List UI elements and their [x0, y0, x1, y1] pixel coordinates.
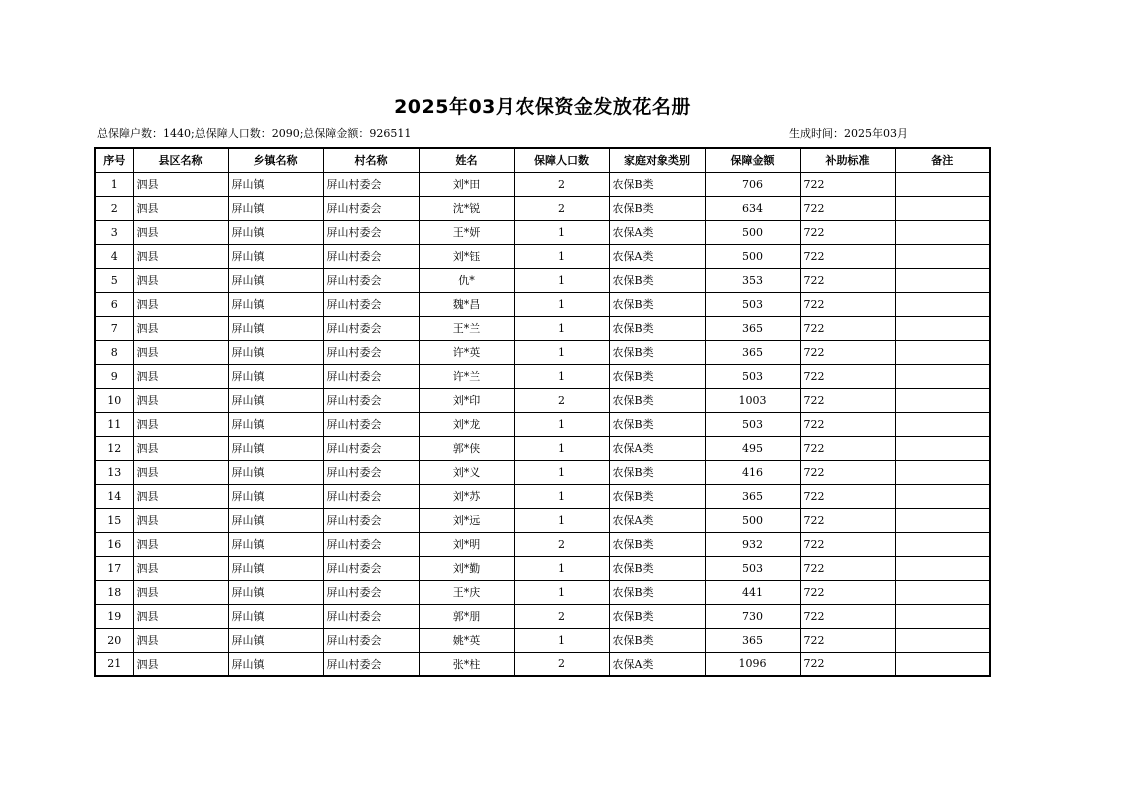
cell-remarks [895, 436, 990, 460]
cell-village: 屏山村委会 [323, 460, 419, 484]
cell-town: 屏山镇 [228, 340, 323, 364]
table-row [95, 316, 990, 340]
cell-population: 1 [514, 244, 609, 268]
table-body [95, 172, 990, 676]
cell-population: 1 [514, 412, 609, 436]
cell-standard: 722 [800, 484, 895, 508]
cell-village: 屏山村委会 [323, 508, 419, 532]
cell-amount: 503 [705, 292, 800, 316]
header-cell-index: 序号 [95, 148, 133, 172]
cell-town: 屏山镇 [228, 172, 323, 196]
cell-remarks [895, 196, 990, 220]
cell-standard: 722 [800, 364, 895, 388]
cell-village: 屏山村委会 [323, 580, 419, 604]
table-row [95, 484, 990, 508]
cell-county: 泗县 [133, 316, 228, 340]
cell-town: 屏山镇 [228, 292, 323, 316]
cell-town: 屏山镇 [228, 556, 323, 580]
cell-index: 2 [95, 196, 133, 220]
cell-county: 泗县 [133, 172, 228, 196]
cell-county: 泗县 [133, 532, 228, 556]
cell-category: 农保B类 [609, 556, 705, 580]
table-row [95, 364, 990, 388]
cell-remarks [895, 316, 990, 340]
cell-name: 姚*英 [419, 628, 514, 652]
cell-category: 农保B类 [609, 388, 705, 412]
cell-standard: 722 [800, 412, 895, 436]
cell-county: 泗县 [133, 484, 228, 508]
header-cell-county: 县区名称 [133, 148, 228, 172]
cell-village: 屏山村委会 [323, 340, 419, 364]
cell-population: 1 [514, 364, 609, 388]
cell-county: 泗县 [133, 604, 228, 628]
cell-population: 2 [514, 532, 609, 556]
cell-index: 13 [95, 460, 133, 484]
cell-village: 屏山村委会 [323, 652, 419, 676]
cell-village: 屏山村委会 [323, 484, 419, 508]
table-row [95, 508, 990, 532]
cell-town: 屏山镇 [228, 604, 323, 628]
cell-index: 11 [95, 412, 133, 436]
cell-county: 泗县 [133, 628, 228, 652]
cell-category: 农保B类 [609, 532, 705, 556]
cell-village: 屏山村委会 [323, 436, 419, 460]
cell-category: 农保B类 [609, 628, 705, 652]
header-cell-standard: 补助标准 [800, 148, 895, 172]
cell-index: 17 [95, 556, 133, 580]
cell-amount: 365 [705, 340, 800, 364]
cell-population: 2 [514, 388, 609, 412]
cell-amount: 932 [705, 532, 800, 556]
cell-name: 刘*印 [419, 388, 514, 412]
cell-remarks [895, 268, 990, 292]
cell-town: 屏山镇 [228, 460, 323, 484]
cell-amount: 503 [705, 364, 800, 388]
cell-name: 刘*义 [419, 460, 514, 484]
cell-population: 2 [514, 652, 609, 676]
cell-village: 屏山村委会 [323, 244, 419, 268]
cell-remarks [895, 484, 990, 508]
cell-remarks [895, 292, 990, 316]
cell-standard: 722 [800, 604, 895, 628]
cell-index: 7 [95, 316, 133, 340]
cell-town: 屏山镇 [228, 364, 323, 388]
cell-category: 农保B类 [609, 460, 705, 484]
cell-category: 农保B类 [609, 364, 705, 388]
cell-county: 泗县 [133, 364, 228, 388]
cell-town: 屏山镇 [228, 652, 323, 676]
cell-category: 农保A类 [609, 220, 705, 244]
table-row [95, 532, 990, 556]
cell-name: 郭*侠 [419, 436, 514, 460]
cell-remarks [895, 460, 990, 484]
cell-remarks [895, 508, 990, 532]
cell-amount: 1003 [705, 388, 800, 412]
cell-remarks [895, 628, 990, 652]
cell-name: 许*英 [419, 340, 514, 364]
table-row [95, 268, 990, 292]
cell-remarks [895, 412, 990, 436]
cell-category: 农保B类 [609, 196, 705, 220]
cell-remarks [895, 652, 990, 676]
cell-name: 刘*钰 [419, 244, 514, 268]
generated-time: 生成时间：2025年03月 [789, 127, 908, 140]
cell-remarks [895, 220, 990, 244]
cell-name: 郭*朋 [419, 604, 514, 628]
table-row [95, 196, 990, 220]
cell-population: 1 [514, 316, 609, 340]
cell-population: 1 [514, 628, 609, 652]
cell-index: 20 [95, 628, 133, 652]
cell-county: 泗县 [133, 196, 228, 220]
cell-amount: 500 [705, 508, 800, 532]
cell-index: 1 [95, 172, 133, 196]
cell-population: 1 [514, 268, 609, 292]
cell-standard: 722 [800, 532, 895, 556]
table-row [95, 580, 990, 604]
summary-line: 总保障户数：1440;总保障人口数：2090;总保障金额：926511 [97, 127, 412, 140]
cell-county: 泗县 [133, 580, 228, 604]
cell-standard: 722 [800, 316, 895, 340]
cell-population: 2 [514, 172, 609, 196]
cell-population: 1 [514, 340, 609, 364]
cell-county: 泗县 [133, 412, 228, 436]
header-cell-population: 保障人口数 [514, 148, 609, 172]
cell-village: 屏山村委会 [323, 292, 419, 316]
cell-category: 农保B类 [609, 292, 705, 316]
cell-population: 1 [514, 508, 609, 532]
cell-index: 5 [95, 268, 133, 292]
cell-town: 屏山镇 [228, 484, 323, 508]
cell-standard: 722 [800, 268, 895, 292]
cell-village: 屏山村委会 [323, 268, 419, 292]
header-cell-town: 乡镇名称 [228, 148, 323, 172]
cell-standard: 722 [800, 628, 895, 652]
cell-population: 2 [514, 196, 609, 220]
cell-standard: 722 [800, 580, 895, 604]
cell-town: 屏山镇 [228, 412, 323, 436]
cell-town: 屏山镇 [228, 436, 323, 460]
cell-town: 屏山镇 [228, 220, 323, 244]
cell-category: 农保A类 [609, 436, 705, 460]
cell-town: 屏山镇 [228, 508, 323, 532]
cell-standard: 722 [800, 220, 895, 244]
cell-amount: 500 [705, 244, 800, 268]
table-header-row [95, 148, 990, 172]
table-row [95, 604, 990, 628]
cell-category: 农保B类 [609, 172, 705, 196]
cell-name: 刘*远 [419, 508, 514, 532]
cell-amount: 634 [705, 196, 800, 220]
cell-index: 16 [95, 532, 133, 556]
cell-remarks [895, 172, 990, 196]
cell-county: 泗县 [133, 292, 228, 316]
cell-town: 屏山镇 [228, 388, 323, 412]
cell-remarks [895, 244, 990, 268]
cell-standard: 722 [800, 244, 895, 268]
cell-population: 1 [514, 460, 609, 484]
cell-amount: 365 [705, 316, 800, 340]
cell-remarks [895, 532, 990, 556]
cell-index: 6 [95, 292, 133, 316]
cell-category: 农保B类 [609, 316, 705, 340]
cell-amount: 365 [705, 484, 800, 508]
cell-index: 18 [95, 580, 133, 604]
cell-name: 许*兰 [419, 364, 514, 388]
table-row [95, 244, 990, 268]
cell-village: 屏山村委会 [323, 196, 419, 220]
cell-town: 屏山镇 [228, 244, 323, 268]
cell-category: 农保B类 [609, 484, 705, 508]
cell-county: 泗县 [133, 340, 228, 364]
cell-index: 9 [95, 364, 133, 388]
header-cell-name: 姓名 [419, 148, 514, 172]
cell-county: 泗县 [133, 652, 228, 676]
cell-name: 沈*锐 [419, 196, 514, 220]
cell-index: 21 [95, 652, 133, 676]
cell-county: 泗县 [133, 268, 228, 292]
cell-name: 刘*苏 [419, 484, 514, 508]
cell-name: 刘*田 [419, 172, 514, 196]
cell-remarks [895, 340, 990, 364]
cell-name: 王*兰 [419, 316, 514, 340]
cell-name: 刘*勤 [419, 556, 514, 580]
cell-standard: 722 [800, 556, 895, 580]
cell-amount: 503 [705, 556, 800, 580]
cell-amount: 500 [705, 220, 800, 244]
cell-population: 1 [514, 556, 609, 580]
cell-town: 屏山镇 [228, 580, 323, 604]
cell-index: 10 [95, 388, 133, 412]
cell-standard: 722 [800, 388, 895, 412]
cell-standard: 722 [800, 340, 895, 364]
cell-town: 屏山镇 [228, 532, 323, 556]
table-row [95, 628, 990, 652]
cell-name: 仇* [419, 268, 514, 292]
cell-village: 屏山村委会 [323, 220, 419, 244]
cell-remarks [895, 604, 990, 628]
cell-county: 泗县 [133, 388, 228, 412]
cell-village: 屏山村委会 [323, 532, 419, 556]
cell-category: 农保A类 [609, 244, 705, 268]
table-row [95, 556, 990, 580]
cell-standard: 722 [800, 292, 895, 316]
cell-county: 泗县 [133, 460, 228, 484]
cell-remarks [895, 388, 990, 412]
table-row [95, 340, 990, 364]
table-row [95, 388, 990, 412]
roster-table [94, 147, 991, 677]
cell-village: 屏山村委会 [323, 412, 419, 436]
cell-standard: 722 [800, 172, 895, 196]
table-row [95, 412, 990, 436]
table-row [95, 652, 990, 676]
cell-population: 1 [514, 484, 609, 508]
cell-village: 屏山村委会 [323, 172, 419, 196]
cell-population: 1 [514, 292, 609, 316]
cell-name: 王*妍 [419, 220, 514, 244]
cell-index: 3 [95, 220, 133, 244]
table-row [95, 220, 990, 244]
cell-town: 屏山镇 [228, 316, 323, 340]
cell-category: 农保A类 [609, 652, 705, 676]
cell-population: 1 [514, 580, 609, 604]
cell-village: 屏山村委会 [323, 316, 419, 340]
cell-standard: 722 [800, 508, 895, 532]
cell-amount: 441 [705, 580, 800, 604]
cell-town: 屏山镇 [228, 628, 323, 652]
header-cell-remarks: 备注 [895, 148, 990, 172]
cell-amount: 416 [705, 460, 800, 484]
cell-index: 19 [95, 604, 133, 628]
cell-amount: 365 [705, 628, 800, 652]
header-cell-village: 村名称 [323, 148, 419, 172]
cell-amount: 495 [705, 436, 800, 460]
cell-standard: 722 [800, 436, 895, 460]
header-cell-amount: 保障金额 [705, 148, 800, 172]
cell-town: 屏山镇 [228, 196, 323, 220]
cell-remarks [895, 364, 990, 388]
cell-category: 农保B类 [609, 604, 705, 628]
table-row [95, 292, 990, 316]
cell-amount: 353 [705, 268, 800, 292]
cell-amount: 1096 [705, 652, 800, 676]
cell-population: 1 [514, 220, 609, 244]
cell-remarks [895, 580, 990, 604]
cell-category: 农保B类 [609, 268, 705, 292]
cell-county: 泗县 [133, 556, 228, 580]
table-row [95, 436, 990, 460]
cell-county: 泗县 [133, 508, 228, 532]
cell-village: 屏山村委会 [323, 388, 419, 412]
cell-standard: 722 [800, 196, 895, 220]
cell-index: 12 [95, 436, 133, 460]
cell-name: 刘*明 [419, 532, 514, 556]
cell-name: 王*庆 [419, 580, 514, 604]
cell-village: 屏山村委会 [323, 556, 419, 580]
cell-index: 14 [95, 484, 133, 508]
cell-amount: 706 [705, 172, 800, 196]
table-row [95, 460, 990, 484]
cell-index: 4 [95, 244, 133, 268]
page-title: 2025年03月农保资金发放花名册 [394, 96, 691, 118]
cell-amount: 503 [705, 412, 800, 436]
cell-index: 15 [95, 508, 133, 532]
cell-population: 2 [514, 604, 609, 628]
cell-town: 屏山镇 [228, 268, 323, 292]
cell-category: 农保B类 [609, 580, 705, 604]
cell-category: 农保B类 [609, 412, 705, 436]
cell-category: 农保B类 [609, 340, 705, 364]
cell-village: 屏山村委会 [323, 364, 419, 388]
cell-name: 魏*昌 [419, 292, 514, 316]
cell-county: 泗县 [133, 220, 228, 244]
cell-name: 刘*龙 [419, 412, 514, 436]
cell-village: 屏山村委会 [323, 628, 419, 652]
cell-amount: 730 [705, 604, 800, 628]
cell-county: 泗县 [133, 244, 228, 268]
cell-village: 屏山村委会 [323, 604, 419, 628]
header-cell-category: 家庭对象类别 [609, 148, 705, 172]
table-row [95, 172, 990, 196]
cell-standard: 722 [800, 460, 895, 484]
cell-name: 张*柱 [419, 652, 514, 676]
cell-remarks [895, 556, 990, 580]
cell-index: 8 [95, 340, 133, 364]
cell-category: 农保A类 [609, 508, 705, 532]
cell-standard: 722 [800, 652, 895, 676]
cell-population: 1 [514, 436, 609, 460]
cell-county: 泗县 [133, 436, 228, 460]
